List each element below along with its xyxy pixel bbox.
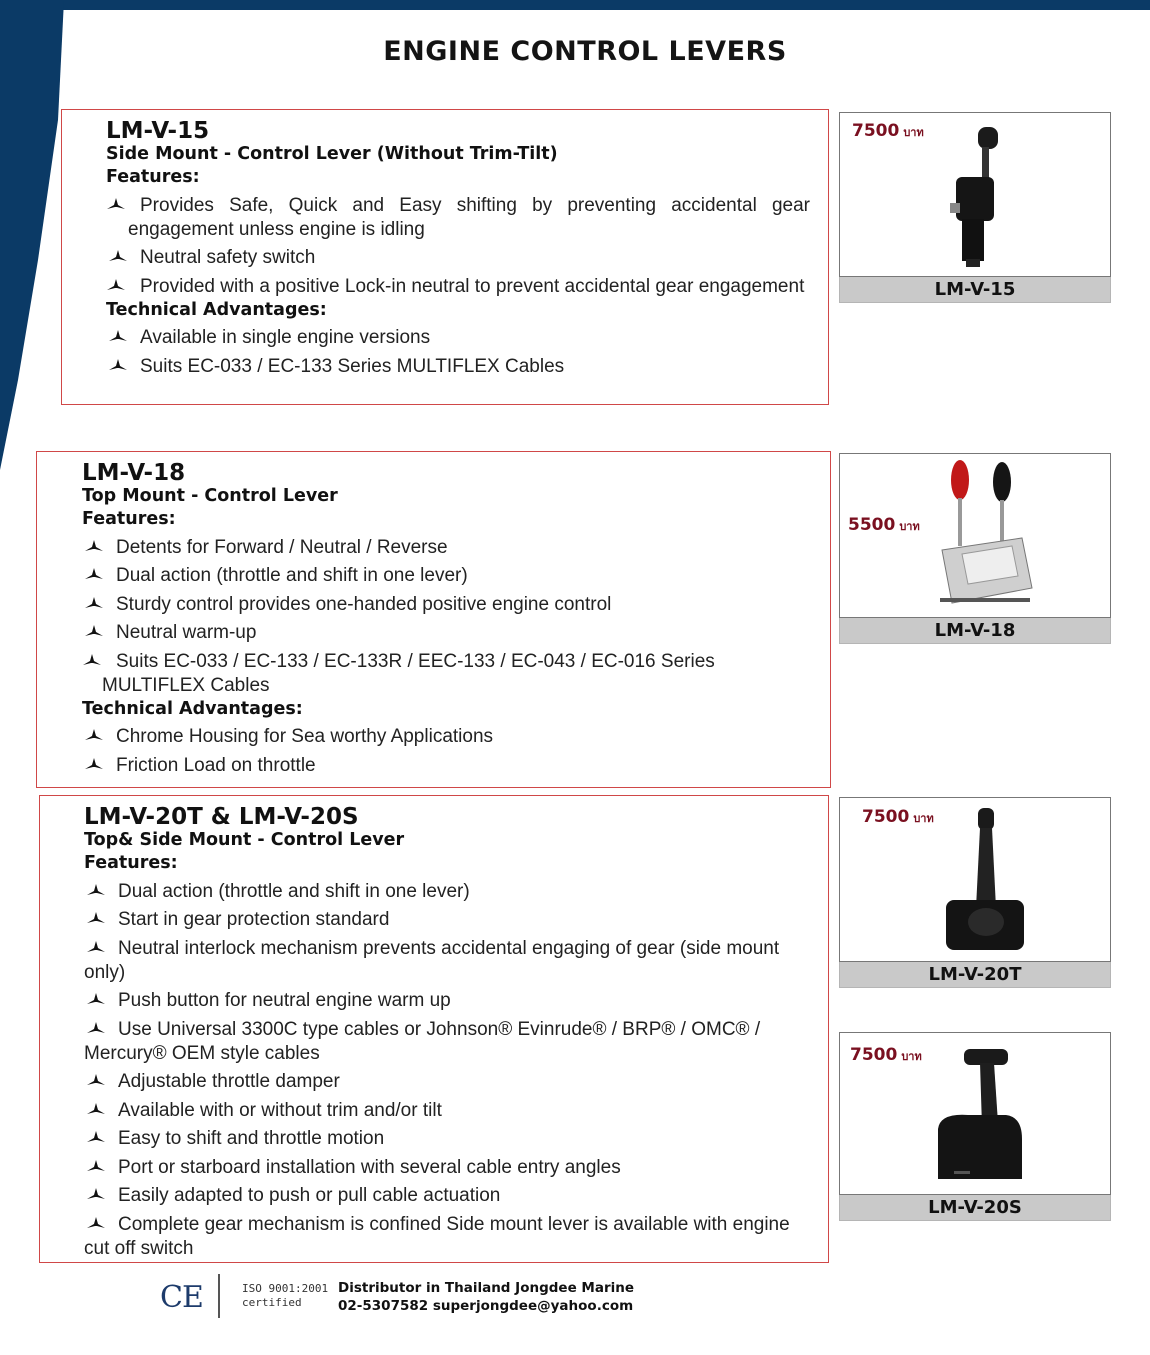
side-mount-lever-image xyxy=(928,1043,1038,1191)
feature-list xyxy=(106,194,810,299)
product-subtitle: Side Mount - Control Lever (Without Trim-Tilt) xyxy=(106,144,558,164)
list-item: Suits EC-033 / EC-133 Series MULTIFLEX Cables xyxy=(106,355,810,379)
model-name: LM-V-15 xyxy=(106,118,210,144)
arrow-bullet-icon xyxy=(86,1214,106,1234)
list-item: Chrome Housing for Sea worthy Applications xyxy=(82,725,812,749)
tech-list xyxy=(82,725,812,778)
top-mount-lever-image xyxy=(936,804,1046,956)
footer xyxy=(160,1272,680,1322)
features-label: Features: xyxy=(84,853,178,873)
arrow-bullet-icon xyxy=(84,726,104,746)
product-photo-lm-v-20s xyxy=(839,1032,1111,1221)
product-subtitle: Top Mount - Control Lever xyxy=(82,486,338,506)
list-item: Use Universal 3300C type cables or Johnson® Evinrude® / BRP® / OMC® / Mercury® OEM style cables xyxy=(84,1018,761,1064)
features-label: Features: xyxy=(106,167,200,187)
product-card-lm-v-20 xyxy=(39,795,829,1263)
list-item: Dual action (throttle and shift in one lever) xyxy=(82,564,812,588)
feature-list xyxy=(82,536,812,698)
divider xyxy=(218,1274,220,1318)
side-mount-lever-image xyxy=(936,121,1016,271)
list-item: Push button for neutral engine warm up xyxy=(84,989,810,1013)
arrow-bullet-icon xyxy=(108,356,128,376)
page-title: ENGINE CONTROL LEVERS xyxy=(383,36,787,67)
price-label: 7500 บาท xyxy=(850,1045,922,1065)
photo-caption: LM-V-20T xyxy=(839,962,1111,988)
ce-mark: CE xyxy=(160,1280,203,1315)
technical-advantages-label: Technical Advantages: xyxy=(82,698,303,719)
photo-frame xyxy=(839,112,1111,277)
arrow-bullet-icon xyxy=(84,622,104,642)
photo-caption: LM-V-15 xyxy=(839,277,1111,303)
top-band xyxy=(0,0,1150,10)
arrow-bullet-icon xyxy=(82,651,102,671)
arrow-bullet-icon xyxy=(108,327,128,347)
list-item: Detents for Forward / Neutral / Reverse xyxy=(82,536,812,560)
product-subtitle: Top& Side Mount - Control Lever xyxy=(84,830,405,850)
top-mount-dual-lever-image xyxy=(932,458,1052,613)
photo-caption: LM-V-20S xyxy=(839,1195,1111,1221)
price-label: 5500 บาท xyxy=(848,515,920,535)
arrow-bullet-icon xyxy=(86,909,106,929)
model-name: LM-V-20T & LM-V-20S xyxy=(84,804,359,830)
list-item: Easily adapted to push or pull cable actuation xyxy=(84,1184,810,1208)
list-item: Sturdy control provides one-handed positive engine control xyxy=(82,593,812,617)
arrow-bullet-icon xyxy=(106,195,126,215)
list-item: Provided with a positive Lock-in neutral to prevent accidental gear engagement xyxy=(106,275,810,299)
arrow-bullet-icon xyxy=(86,1157,106,1177)
feature-list xyxy=(84,880,810,1261)
photo-frame xyxy=(839,1032,1111,1195)
technical-advantages-label: Technical Advantages: xyxy=(106,299,327,320)
arrow-bullet-icon xyxy=(86,990,106,1010)
arrow-bullet-icon xyxy=(86,1019,106,1039)
features-label: Features: xyxy=(82,509,176,529)
arrow-bullet-icon xyxy=(86,1185,106,1205)
list-item: Adjustable throttle damper xyxy=(84,1070,810,1094)
list-item: Friction Load on throttle xyxy=(82,754,812,778)
arrow-bullet-icon xyxy=(84,594,104,614)
price-label: 7500 บาท xyxy=(862,807,934,827)
price-label: 7500 บาท xyxy=(852,121,924,141)
product-photo-lm-v-20t xyxy=(839,797,1111,988)
list-item: Neutral safety switch xyxy=(106,246,810,270)
arrow-bullet-icon xyxy=(86,938,106,958)
arrow-bullet-icon xyxy=(84,755,104,775)
arrow-bullet-icon xyxy=(84,537,104,557)
list-item: Dual action (throttle and shift in one lever) xyxy=(84,880,810,904)
list-item: Neutral warm-up xyxy=(82,621,812,645)
list-item: Complete gear mechanism is confined Side mount lever is available with engine cut off switch xyxy=(84,1213,790,1259)
product-photo-lm-v-15 xyxy=(839,112,1111,303)
photo-frame xyxy=(839,797,1111,962)
list-item: Provides Safe, Quick and Easy shifting by preventing accidental gear engagement unless engine is idling xyxy=(106,194,810,242)
arrow-bullet-icon xyxy=(86,1128,106,1148)
arrow-bullet-icon xyxy=(86,881,106,901)
tech-list xyxy=(106,326,810,379)
list-item: Neutral interlock mechanism prevents accidental engaging of gear (side mount only) xyxy=(84,937,780,983)
list-item: Port or starboard installation with several cable entry angles xyxy=(84,1156,810,1180)
arrow-bullet-icon xyxy=(84,565,104,585)
arrow-bullet-icon xyxy=(86,1100,106,1120)
photo-caption: LM-V-18 xyxy=(839,618,1111,644)
product-photo-lm-v-18 xyxy=(839,453,1111,644)
left-band xyxy=(0,0,70,470)
list-item: Suits EC-033 / EC-133 / EC-133R / EEC-133 / EC-043 / EC-016 Series MULTIFLEX Cables xyxy=(82,650,812,698)
list-item: Easy to shift and throttle motion xyxy=(84,1127,810,1151)
list-item: Available in single engine versions xyxy=(106,326,810,350)
list-item: Available with or without trim and/or tilt xyxy=(84,1099,810,1123)
distributor-info: Distributor in Thailand Jongdee Marine 02-5307582 superjongdee@yahoo.com xyxy=(338,1280,635,1314)
product-card-lm-v-18 xyxy=(36,451,831,788)
product-card-lm-v-15 xyxy=(61,109,829,405)
list-item: Start in gear protection standard xyxy=(84,908,810,932)
iso-certification: ISO 9001:2001 certified xyxy=(242,1282,329,1309)
arrow-bullet-icon xyxy=(86,1071,106,1091)
photo-frame xyxy=(839,453,1111,618)
arrow-bullet-icon xyxy=(108,247,128,267)
model-name: LM-V-18 xyxy=(82,460,186,486)
arrow-bullet-icon xyxy=(106,276,126,296)
